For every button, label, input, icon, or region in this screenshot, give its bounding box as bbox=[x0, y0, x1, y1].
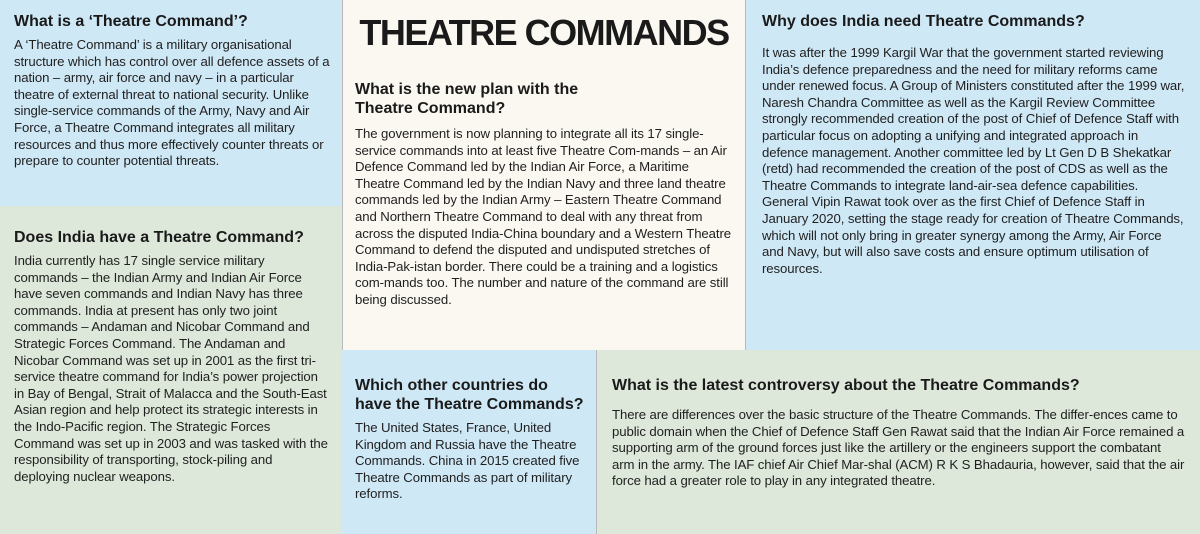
heading-what-is: What is a ‘Theatre Command’? bbox=[14, 13, 248, 30]
body-new-plan: The government is now planning to integrate all its 17 single-service commands into at least five Theatre Com-mands – an Air Defence Command led by the Indian Air Force, a Maritime Theatre Command led by the Indian Navy and three land theatre commands led by the Indian Army – Eastern Theatre Command and Northern Theatre Command to deal with any threat from across the disputed India-China boundary and a Western Theatre Command to defend the disputed and undisputed stretches of India-Pak-istan border. There could be a training and a logistics com-mands too. The number and nature of the command are still being discussed. bbox=[355, 126, 731, 307]
panel-new-plan bbox=[342, 0, 746, 350]
page-title: THEATRE COMMANDS bbox=[359, 12, 729, 53]
body-other-countries: The United States, France, United Kingdom and Russia have the Theatre Commands. China in 2015 created five Theatre Commands as part of military reforms. bbox=[355, 420, 580, 502]
divider-bottom-center bbox=[596, 350, 597, 534]
heading-other-countries: Which other countries do have the Theatre Commands? bbox=[355, 377, 584, 413]
panel-other-countries bbox=[342, 350, 596, 534]
panel-controversy bbox=[596, 350, 1200, 534]
body-what-is: A ‘Theatre Command’ is a military organisational structure which has control over all defence assets of a nation – army, air force and navy – in a particular theatre of external threat to national security. Unlike single-service commands of the Army, Navy and Air Force, a Theatre Command integrates all military resources and thus more effectively counter threats or prepare to counter potential threats. bbox=[14, 37, 330, 169]
divider-center-right bbox=[745, 0, 746, 350]
panel-does-india bbox=[0, 206, 342, 534]
heading-controversy: What is the latest controversy about the Theatre Commands? bbox=[612, 377, 1080, 394]
divider-center-left bbox=[342, 0, 343, 350]
body-does-india: India currently has 17 single service military commands – the Indian Army and Indian Air Force have seven commands and Indian Navy has three commands. India at present has only two joint commands – Andaman and Nicobar Command and Strategic Forces Command. The Andaman and Nicobar Command was set up in 2001 as the first tri-service theatre command for India’s power projection in Bay of Bengal, Strait of Malacca and the South-East Asian region and help protect its strategic interests in the Indo-Pacific region. The Strategic Forces Command was set up in 2003 and was tasked with the responsibility of transporting, stock-piling and deploying nuclear weapons. bbox=[14, 253, 328, 484]
panel-what-is bbox=[0, 0, 342, 206]
body-why-need: It was after the 1999 Kargil War that the government started reviewing India’s defence preparedness and the need for military reforms came under renewed focus. A Group of Ministers constituted after the 1999 war, Naresh Chandra Committee as well as the Kargil Review Committee strongly recommended creation of the post of Chief of Defence Staff with particular focus on adopting a unifying and integrated approach in defence management. Another committee led by Lt Gen D B Shekatkar (retd) had recommended the creation of the post of CDS as well as the Theatre Commands to integrate land-air-sea defence capabilities. General Vipin Rawat took over as the first Chief of Defence Staff in January 2020, setting the stage ready for creation of Theatre Commands, which will not only bring in greater synergy among the Army, Air Force and Navy, but will also save costs and ensure optimum utilisation of resources. bbox=[762, 45, 1185, 276]
heading-new-plan: What is the new plan with the Theatre Command? bbox=[355, 81, 579, 117]
heading-does-india: Does India have a Theatre Command? bbox=[14, 229, 304, 246]
panel-why-need bbox=[746, 0, 1200, 350]
body-controversy: There are differences over the basic structure of the Theatre Commands. The differ-ences came to public domain when the Chief of Defence Staff Gen Rawat said that the Indian Air Force remained a supporting arm of the ground forces just like the artillery or the engineers support the combatant arm in the army. The IAF chief Air Chief Mar-shal (ACM) R K S Bhadauria, however, said that the air force had a greater role to play in any integrated theatre. bbox=[612, 407, 1185, 489]
heading-why-need: Why does India need Theatre Commands? bbox=[762, 13, 1085, 30]
